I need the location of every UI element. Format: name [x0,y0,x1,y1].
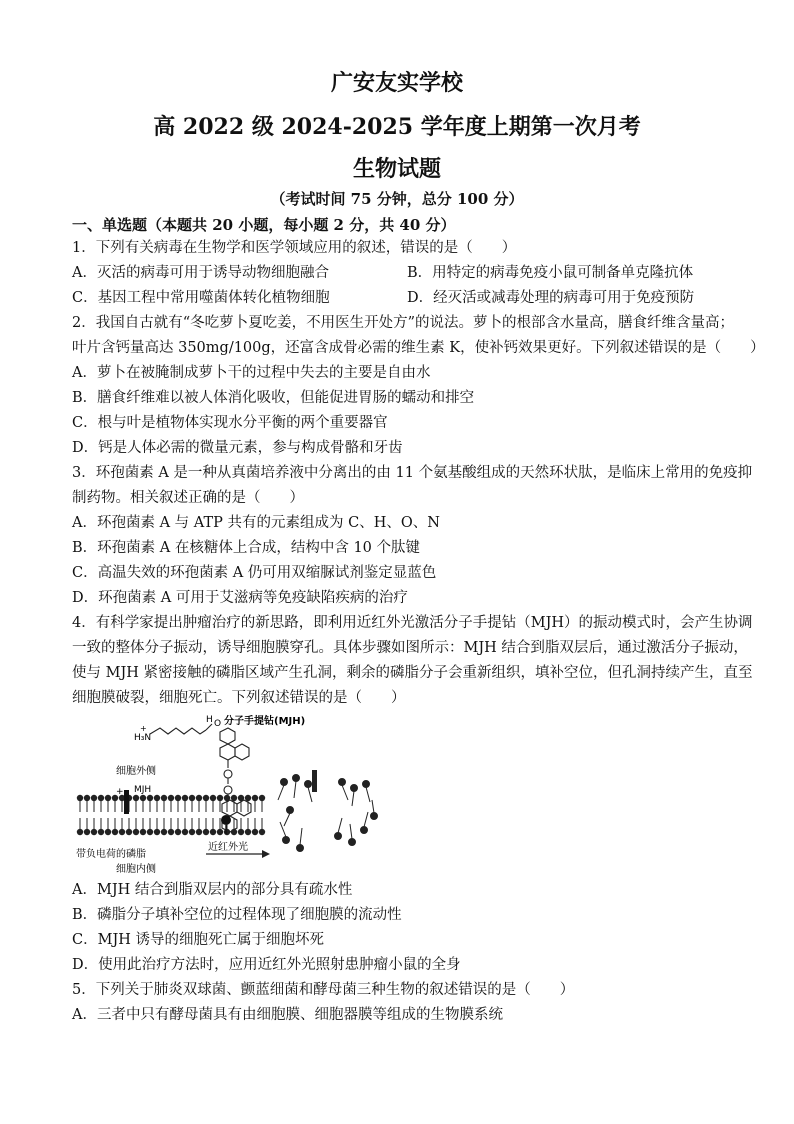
free-lipid-head [221,815,231,825]
q4-stem-line1: 4．有科学家提出肿瘤治疗的新思路，即利用近红外光激活分子手提钻（MJH）的振动模式时，会产生协调 [72,615,753,631]
h-atom-label: H [206,715,213,725]
q4-stem-line2: 一致的整体分子振动，诱导细胞膜穿孔。具体步骤如图所示：MJH 结合到脂双层后，通过激活分子振动， [72,640,748,656]
q3-option-b: B．环孢菌素 A 在核糖体上合成，结构中含 10 个肽键 [72,540,421,556]
school-name: 广安友实学校 [330,70,463,96]
outside-label: 细胞外侧 [116,766,156,777]
inside-label: 细胞内侧 [116,864,156,875]
q4-option-d: D．使用此治疗方法时，应用近红外光照射患肿瘤小鼠的全身 [72,957,461,973]
q3-option-d: D．环孢菌素 A 可用于艾滋病等免疫缺陷疾病的治疗 [72,590,408,606]
section-heading: 一、单选题（本题共 20 小题，每小题 2 分，共 40 分） [72,216,456,234]
q3-option-c: C．高温失效的环孢菌素 A 仍可用双缩脲试剂鉴定显蓝色 [72,565,437,581]
q2-option-a: A．萝卜在被腌制成萝卜干的过程中失去的主要是自由水 [72,365,431,381]
q4-option-b: B．磷脂分子填补空位的过程体现了细胞膜的流动性 [72,907,402,923]
q1-option-d: D．经灭活或减毒处理的病毒可用于免疫预防 [407,290,695,306]
mjh-label: 分子手提钻(MJH) [224,716,306,727]
q2-option-d: D．钙是人体必需的微量元素，参与构成骨骼和牙齿 [72,440,403,456]
o-atom-label: O [214,719,222,729]
disrupted-membrane [278,770,378,852]
q2-option-c: C．根与叶是植物体实现水分平衡的两个重要器官 [72,415,388,431]
mjh-molecule [150,724,251,832]
q3-option-a: A．环孢菌素 A 与 ATP 共有的元素组成为 C、H、O、N [72,515,440,531]
arrowhead [262,850,270,858]
exam-info: （考试时间 75 分钟，总分 100 分） [270,190,524,208]
q3-stem-line1: 3．环孢菌素 A 是一种从真菌培养液中分离出的由 11 个氨基酸组成的天然环状肽，是临床上常用的免疫抑 [72,465,753,481]
q3-stem-line2: 制药物。相关叙述正确的是（ ） [72,490,304,506]
q4-option-c: C．MJH 诱导的细胞死亡属于细胞坏死 [72,932,325,948]
q4-option-a: A．MJH 结合到脂双层内的部分具有疏水性 [72,882,353,898]
amine-label: H₃N [134,733,152,743]
mjh-small-label: MJH [134,785,152,795]
q5-stem: 5．下列关于肺炎双球菌、颤蓝细菌和酵母菌三种生物的叙述错误的是（ ） [72,982,575,998]
phospholipid-label: 带负电荷的磷脂 [76,849,146,860]
q2-stem-line1: 2．我国自古就有“冬吃萝卜夏吃姜，不用医生开处方”的说法。萝卜的根部含水量高，膳食纤维含量高； [72,315,735,331]
amine-charge: + [140,724,147,733]
q4-stem-line4: 细胞膜破裂，细胞死亡。下列叙述错误的是（ ） [72,690,406,706]
q2-option-b: B．膳食纤维难以被人体消化吸收，但能促进胃肠的蠕动和排空 [72,390,475,406]
q1-stem: 1．下列有关病毒在生物学和医学领域应用的叙述，错误的是（ ） [72,240,517,256]
q2-stem-line2: 叶片含钙量高达 350mg/100g，还富含成骨必需的维生素 K，使补钙效果更好。下列叙述错误的是（ ） [72,340,765,356]
q1-option-c: C．基因工程中常用噬菌体转化植物细胞 [72,290,330,306]
plus-sign-small: + [116,787,124,797]
mjh-inserted-bar [124,790,129,814]
q5-option-a: A．三者中只有酵母菌具有由细胞膜、细胞器膜等组成的生物膜系统 [72,1007,503,1023]
nir-label: 近红外光 [208,842,248,853]
q4-stem-line3: 使与 MJH 紧密接触的磷脂区域产生孔洞，剩余的磷脂分子会重新组织，填补空位，但孔洞持续产生，直至 [72,665,753,681]
exam-title: 高 2022 级 2024-2025 学年度上期第一次月考 [153,114,641,140]
q1-option-a: A．灭活的病毒可用于诱导动物细胞融合 [72,265,329,281]
q1-option-b: B．用特定的病毒免疫小鼠可制备单克隆抗体 [407,265,694,281]
mjh-membrane-figure [72,712,412,877]
subject-title: 生物试题 [352,156,441,182]
